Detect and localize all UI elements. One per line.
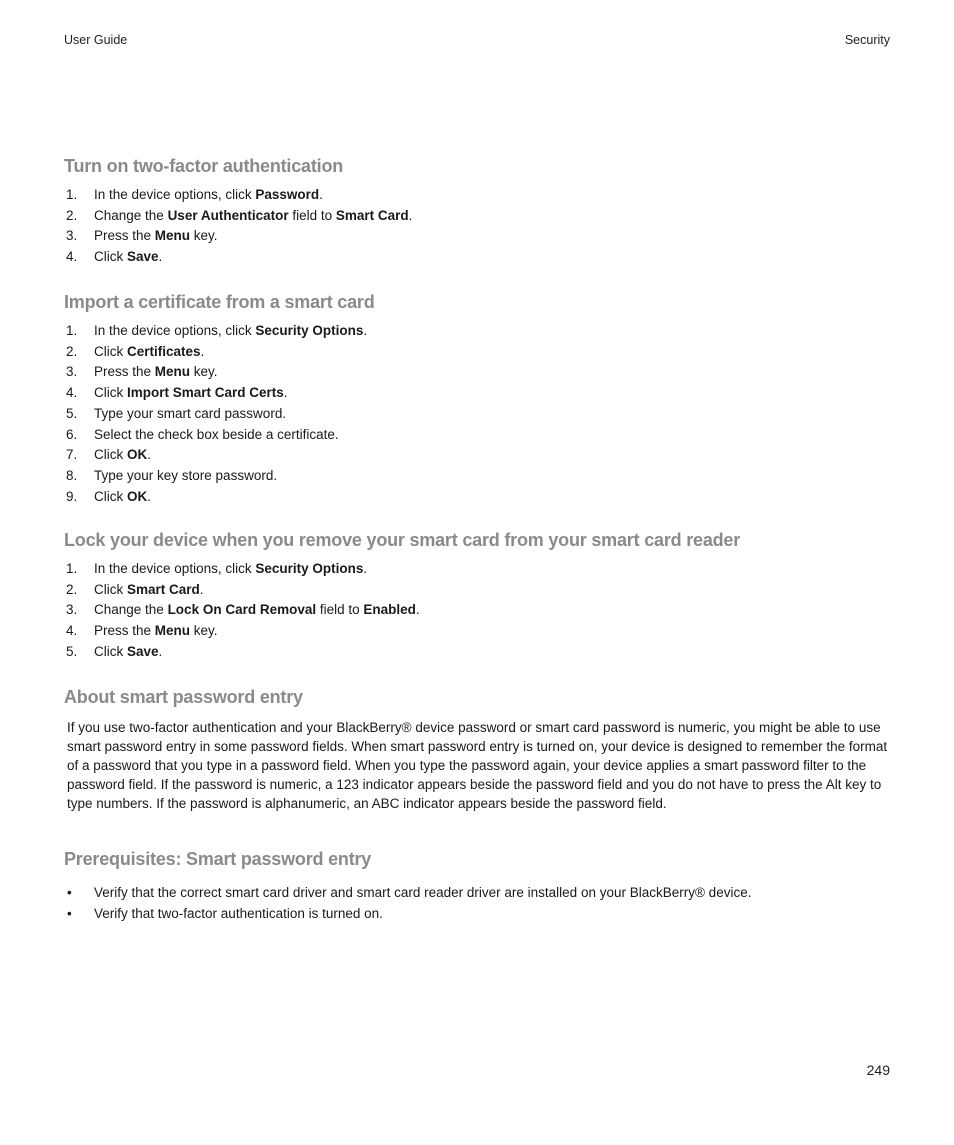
step-number: 3. bbox=[66, 364, 78, 380]
step-text: In the device options, click bbox=[94, 323, 256, 338]
header-section-name: Security bbox=[844, 33, 890, 47]
list-item bbox=[64, 883, 894, 904]
ui-term: OK bbox=[127, 488, 148, 504]
step-text: . bbox=[158, 643, 163, 659]
step-text: In the device options, click bbox=[94, 187, 256, 202]
step-text: Press the bbox=[94, 364, 155, 380]
step-text: In the device options, click bbox=[94, 561, 256, 576]
step-text: Click bbox=[94, 488, 127, 504]
step-text: Click bbox=[94, 249, 127, 265]
step-number: 6. bbox=[66, 426, 78, 442]
step-item bbox=[64, 487, 894, 508]
step-number: 3. bbox=[66, 228, 78, 244]
step-item bbox=[64, 321, 894, 342]
step-text: Click bbox=[94, 385, 127, 401]
step-item bbox=[64, 425, 894, 446]
ui-term: Lock On Card Removal bbox=[167, 602, 317, 618]
step-item bbox=[64, 445, 894, 466]
step-text: Change the bbox=[94, 602, 168, 618]
ui-term: Import Smart Card Certs bbox=[127, 385, 284, 401]
step-text: . bbox=[363, 561, 368, 576]
step-text: . bbox=[408, 207, 413, 223]
step-text: Change the bbox=[94, 207, 168, 223]
section-two-factor bbox=[64, 155, 894, 268]
list-item-text: Verify that two-factor authentication is turned on. bbox=[94, 905, 383, 921]
step-number: 4. bbox=[66, 385, 78, 401]
list-item bbox=[64, 904, 894, 925]
ui-term: Security Options bbox=[255, 561, 364, 576]
step-number: 4. bbox=[66, 623, 78, 639]
steps-list bbox=[64, 559, 894, 663]
ui-term: Menu bbox=[154, 364, 191, 380]
step-number: 4. bbox=[66, 249, 78, 265]
ui-term: Certificates bbox=[127, 343, 201, 359]
ui-term: Enabled bbox=[363, 602, 416, 618]
step-text: key. bbox=[190, 364, 218, 380]
step-item bbox=[64, 383, 894, 404]
step-item bbox=[64, 466, 894, 487]
step-text: key. bbox=[190, 623, 218, 639]
step-text: Press the bbox=[94, 623, 155, 639]
steps-list bbox=[64, 185, 894, 268]
section-prerequisites bbox=[64, 848, 894, 924]
ui-term: Menu bbox=[154, 228, 191, 244]
step-text: Click bbox=[94, 581, 127, 597]
step-text: . bbox=[415, 602, 420, 618]
ui-term: Save bbox=[127, 643, 159, 659]
section-about-smart-password bbox=[64, 686, 894, 813]
step-number: 2. bbox=[66, 343, 78, 359]
ui-term: Security Options bbox=[255, 323, 364, 338]
step-number: 5. bbox=[66, 405, 78, 421]
step-item bbox=[64, 621, 894, 642]
ui-term: OK bbox=[127, 447, 148, 463]
step-text: . bbox=[199, 581, 204, 597]
step-text: Click bbox=[94, 343, 127, 359]
ui-term: User Authenticator bbox=[167, 207, 289, 223]
section-title: Turn on two-factor authentication bbox=[64, 156, 344, 176]
step-item bbox=[64, 226, 894, 247]
step-text: . bbox=[319, 187, 323, 202]
step-number: 1. bbox=[66, 187, 78, 202]
prerequisites-list bbox=[64, 883, 894, 924]
step-text: key. bbox=[190, 228, 218, 244]
step-number: 8. bbox=[66, 467, 78, 483]
step-number: 5. bbox=[66, 643, 78, 659]
ui-term: Menu bbox=[154, 623, 191, 639]
section-lock-device bbox=[64, 529, 894, 663]
step-number: 7. bbox=[66, 447, 78, 463]
step-text: field to bbox=[316, 602, 364, 618]
step-item bbox=[64, 559, 894, 580]
step-text: . bbox=[363, 323, 368, 338]
section-title: Import a certificate from a smart card bbox=[64, 292, 375, 312]
step-text: . bbox=[158, 249, 163, 265]
step-number: 3. bbox=[66, 602, 78, 618]
section-title: About smart password entry bbox=[64, 687, 303, 707]
step-item bbox=[64, 580, 894, 601]
step-text: . bbox=[147, 447, 152, 463]
step-item bbox=[64, 247, 894, 268]
step-text: Press the bbox=[94, 228, 155, 244]
list-item-text: Verify that the correct smart card driver and smart card reader driver are installed on your BlackBerry® device. bbox=[94, 885, 752, 900]
step-text: Select the check box beside a certificate. bbox=[94, 426, 339, 442]
step-item bbox=[64, 642, 894, 663]
step-text: . bbox=[283, 385, 288, 401]
step-number: 1. bbox=[66, 561, 78, 576]
step-number: 9. bbox=[66, 488, 78, 504]
step-text: field to bbox=[288, 207, 336, 223]
step-number: 2. bbox=[66, 581, 78, 597]
steps-list bbox=[64, 321, 894, 507]
step-text: Click bbox=[94, 643, 127, 659]
step-item bbox=[64, 600, 894, 621]
step-item bbox=[64, 362, 894, 383]
step-text: Type your smart card password. bbox=[94, 405, 287, 421]
step-text: . bbox=[200, 343, 205, 359]
step-number: 1. bbox=[66, 323, 78, 338]
ui-term: Smart Card bbox=[335, 207, 409, 223]
step-text: . bbox=[147, 488, 152, 504]
bullet-marker: • bbox=[67, 905, 72, 921]
ui-term: Save bbox=[127, 249, 159, 265]
ui-term: Smart Card bbox=[127, 581, 200, 597]
step-item bbox=[64, 206, 894, 227]
section-title: Prerequisites: Smart password entry bbox=[64, 849, 372, 869]
ui-term: Password bbox=[255, 187, 320, 202]
section-title: Lock your device when you remove your smart card from your smart card reader bbox=[64, 530, 741, 550]
step-item bbox=[64, 185, 894, 206]
page-number: 249 bbox=[866, 1062, 890, 1078]
section-import-certificate bbox=[64, 291, 894, 507]
about-paragraph: If you use two-factor authentication and your BlackBerry® device password or smart card password is numeric, you might be able to use smart password entry in some password fields. When smart password entry is turned on, your device is designed to remember the format of a password that you type in a password field. When you type the password again, your device applies a smart password filter to the password field. If the password is numeric, a 123 indicator appears beside the password field and you do not have to press the Alt key to type numbers. If the password is alphanumeric, an ABC indicator appears beside the password field. bbox=[67, 720, 888, 811]
step-number: 2. bbox=[66, 207, 78, 223]
step-item bbox=[64, 404, 894, 425]
step-text: Click bbox=[94, 447, 127, 463]
bullet-marker: • bbox=[67, 885, 72, 900]
header-doc-title: User Guide bbox=[64, 33, 128, 47]
step-item bbox=[64, 342, 894, 363]
step-text: Type your key store password. bbox=[94, 467, 278, 483]
